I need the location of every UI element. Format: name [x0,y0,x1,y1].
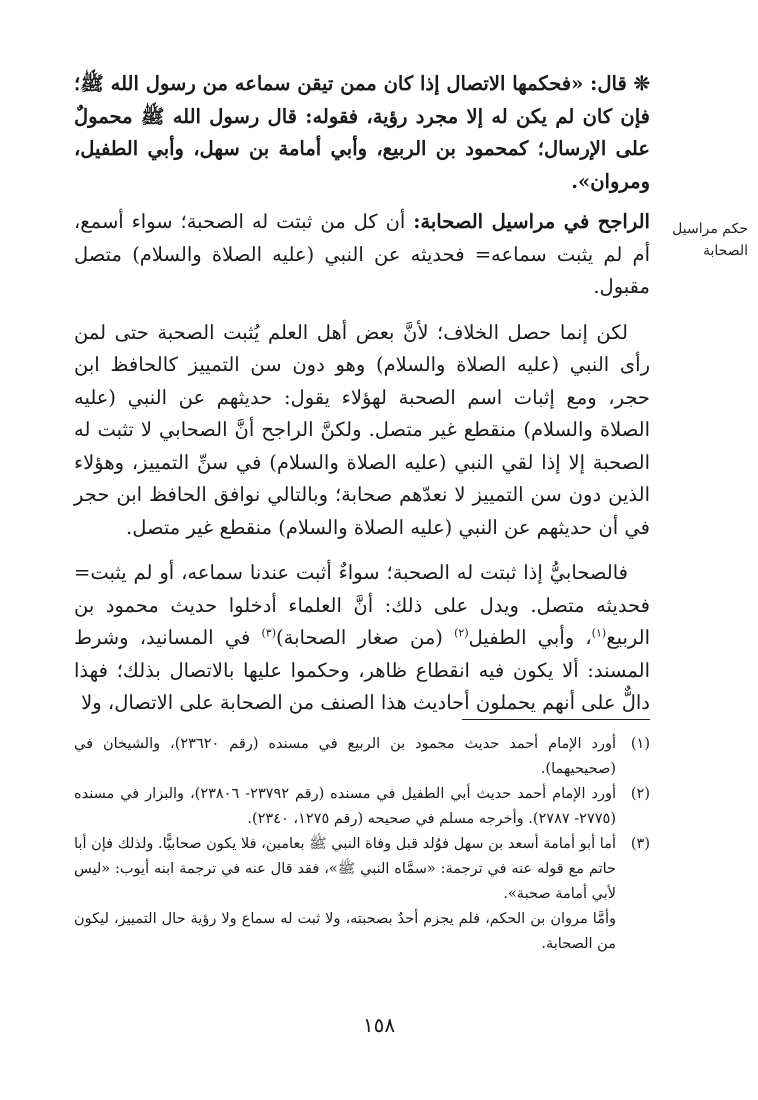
footnote-ref-1: (١) [591,626,607,640]
footnote [74,732,650,782]
footnote-number: (٣) [630,836,650,852]
footnote-number: (٢) [630,786,650,802]
footnote-number: (١) [630,736,650,752]
footnote [74,782,650,832]
evidence-text-d: في المسانيد، وشرط المسند: ألا يكون فيه انقطاع ظاهر، وحكموا عليها بالاتصال بذلك؛ فهذا دالٌّ على أنهم يحملون أحاديث هذا الصنف من الصحابة على الاتصال، ولا [74,626,650,714]
footnote-line: أما أبو أمامة أسعد بن سهل فوُلد قبل وفاة النبي ﷺ بعامين، فلا يكون صحابيًّا. ولذلك فإن أبا حاتم مع قوله عنه في ترجمة: «سمَّاه النبي ﷺ»، فقد قال عنه في ترجمة ابنه أيوب: «ليس لأبي أمامة صحبة». [74,836,616,902]
evidence-text-a: فالصحابيُّ إذا ثبتت له الصحبة؛ سواءٌ أثبت عندنا سماعه، أو لم يثبت= فحديثه متصل. ويدل على ذلك: أنَّ العلماء أدخلوا حديث محمود بن الربيع [74,561,650,649]
page-number: ١٥٨ [362,1013,396,1037]
main-text [74,68,650,720]
footnote-line: أورد الإمام أحمد حديث محمود بن الربيع في مسنده (رقم ٢٣٦٢٠)، والشيخان في (صحيحيهما). [74,736,616,777]
margin-note: حكم مراسيل الصحابة [672,221,748,259]
footnotes [74,732,650,957]
evidence-text-b: ، وأبي الطفيل [468,626,592,649]
footnote [74,832,650,957]
evidence-text-c: (من صغار الصحابة) [276,626,455,649]
quoted-paragraph: ❊ قال: «فحكمها الاتصال إذا كان ممن تيقن سماعه من رسول الله ﷺ؛ فإن كان لم يكن له إلا مجرد رؤية، فقوله: قال رسول الله ﷺ محمولٌ على الإرسال؛ كمحمود بن الربيع، وأبي أمامة بن سهل، وأبي الطفيل، ومروان». [74,72,650,193]
ruling-text: أن كل من ثبتت له الصحبة؛ سواء أسمع، أم لم يثبت سماعه= فحديثه عن النبي (عليه الصلاة والسلام) متصل مقبول. [74,210,650,298]
footnote-ref-2: (٢) [454,626,469,640]
section-lead: الراجح في مراسيل الصحابة: [413,210,650,233]
paragraph-dispute: لكن إنما حصل الخلاف؛ لأنَّ بعض أهل العلم يُثبت الصحبة حتى لمن رأى النبي (عليه الصلاة والسلام) وهو دون سن التمييز كالحافظ ابن حجر، ومع إثبات اسم الصحبة لهؤلاء يقول: حديثهم عن النبي (عليه الصلاة والسلام) منقطع غير متصل. ولكنَّ الراجح أنَّ الصحابي لا تثبت له الصحبة إلا إذا لقي النبي (عليه الصلاة والسلام) في سنِّ التمييز، وهؤلاء الذين دون سن التمييز لا نعدّهم صحابة؛ وبالتالي نوافق الحافظ ابن حجر في أن حديثهم عن النبي (عليه الصلاة والسلام) منقطع غير متصل. [74,320,650,539]
footnote-line: أورد الإمام أحمد حديث أبي الطفيل في مسنده (رقم ٢٣٧٩٢- ٢٣٨٠٦)، والبزار في مسنده (٢٧٧٥- ٢٧٨٧). وأخرجه مسلم في صحيحه (رقم ١٢٧٥، ٢٣٤٠). [74,786,616,827]
footnote-ref-3: (٣) [261,626,277,640]
paragraph-evidence [74,557,650,720]
paragraph-ruling [74,206,650,304]
footnote-line: وأمَّا مروان بن الحكم، فلم يجزم أحدٌ بصحبته، ولا ثبت له سماع ولا رؤية حال التمييز، ليكون من الصحابة. [74,911,616,952]
footnote-separator [462,719,650,720]
